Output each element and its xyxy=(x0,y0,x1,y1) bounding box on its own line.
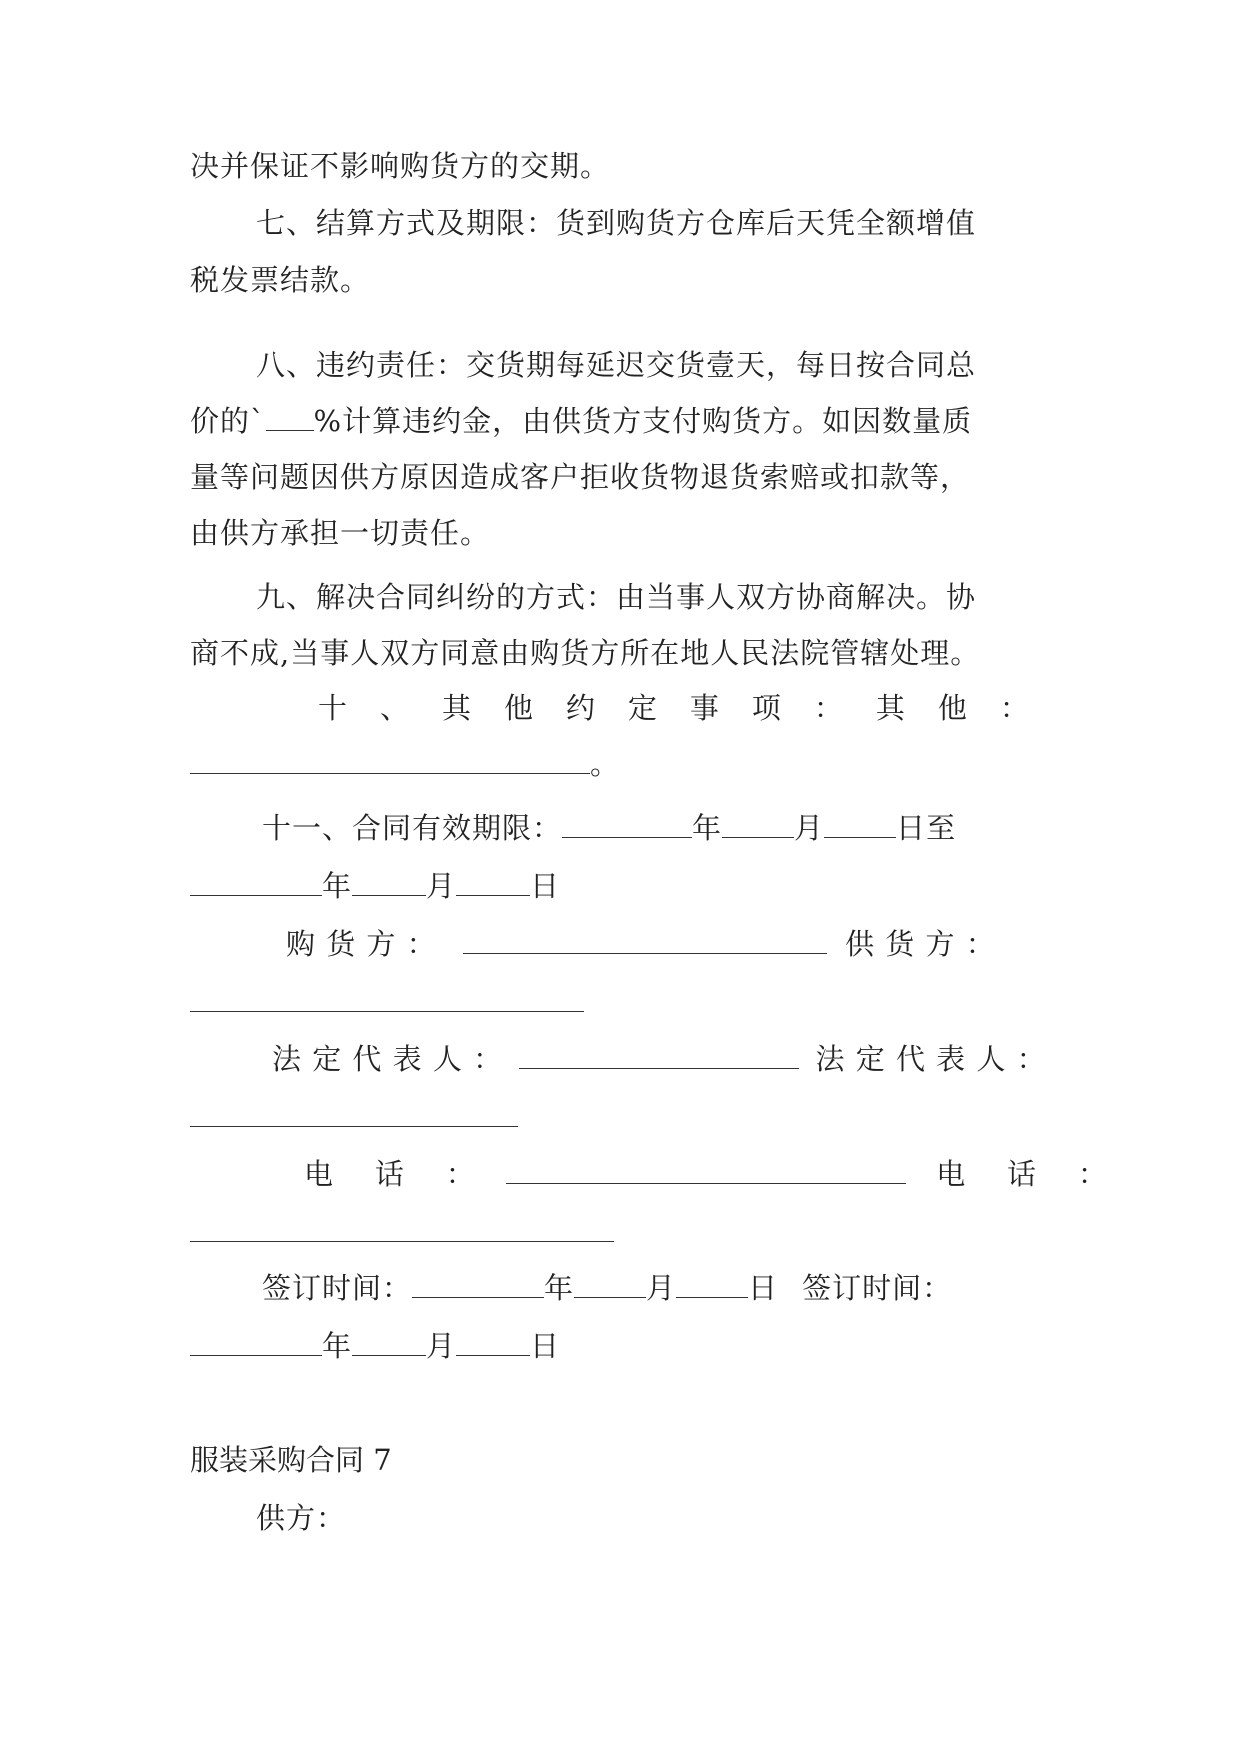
char: 定 xyxy=(627,691,658,725)
text-fragment: 年 xyxy=(322,869,353,903)
start-year-blank xyxy=(562,813,692,838)
sign-month-blank-2 xyxy=(352,1331,426,1356)
sign-line xyxy=(262,1268,952,1308)
percent-blank xyxy=(266,406,314,431)
sign-year-blank-2 xyxy=(190,1331,322,1356)
rep-blank-2 xyxy=(190,1102,518,1127)
text-fragment: 月 xyxy=(794,811,825,845)
end-day-blank xyxy=(456,871,530,896)
rep-label: 法 定 代 表 人 ： xyxy=(272,1042,504,1076)
section-10-line-2 xyxy=(190,744,620,784)
char: 他 xyxy=(503,691,534,725)
supplier-line: 供方： xyxy=(256,1501,347,1535)
sign-month-blank xyxy=(574,1273,646,1298)
seller-line xyxy=(190,982,584,1022)
char: 、 xyxy=(379,691,410,725)
contract-heading: 服装采购合同 7 xyxy=(190,1443,392,1477)
text-fragment: 月 xyxy=(426,869,457,903)
buyer-blank xyxy=(463,929,827,954)
rep-label-2: 法 定 代 表 人 ： xyxy=(815,1042,1047,1076)
phone-line-2 xyxy=(190,1212,614,1252)
char: ： xyxy=(999,691,1030,725)
rep-blank xyxy=(519,1044,799,1069)
text-fragment: 日 xyxy=(530,1329,561,1363)
paragraph-line: 决并保证不影响购货方的交期。 xyxy=(190,149,611,183)
text-fragment: 十一、合同有效期限： xyxy=(262,811,563,845)
char: 事 xyxy=(689,691,720,725)
char: 十 xyxy=(318,691,349,725)
seller-label: 供 货 方 ： xyxy=(845,927,996,961)
text-fragment: 日 xyxy=(896,811,927,845)
text-fragment: 年 xyxy=(544,1271,575,1305)
char: 其 xyxy=(441,691,472,725)
other-terms-blank xyxy=(190,749,590,774)
text-fragment: 年 xyxy=(692,811,723,845)
buyer-line xyxy=(286,924,996,964)
section-11-line-1 xyxy=(262,808,956,848)
section-9-line-1: 九、解决合同纠纷的方式：由当事人双方协商解决。协 xyxy=(256,580,977,614)
start-day-blank xyxy=(824,813,896,838)
seller-blank xyxy=(190,987,584,1012)
section-7-line-2: 税发票结款。 xyxy=(190,263,371,297)
text-fragment: %计算违约金，由供货方支付购货方。如因数量质 xyxy=(313,404,973,438)
end-year-blank xyxy=(190,871,322,896)
end-month-blank xyxy=(352,871,426,896)
sign-year-blank xyxy=(412,1273,544,1298)
char: 他 xyxy=(937,691,968,725)
phone-label-2: 电 话 ： xyxy=(936,1157,1108,1191)
section-9-line-2: 商不成,当事人双方同意由购货方所在地人民法院管辖处理。 xyxy=(190,636,981,670)
rep-line xyxy=(272,1039,1047,1079)
phone-blank xyxy=(506,1159,906,1184)
phone-label: 电 话 ： xyxy=(304,1157,476,1191)
text-fragment: 至 xyxy=(926,811,957,845)
text-fragment: 月 xyxy=(646,1271,677,1305)
section-10-line-1 xyxy=(318,688,1030,728)
sign-label-2: 签订时间： xyxy=(802,1271,953,1305)
text-fragment: 日 xyxy=(748,1271,779,1305)
section-8-line-2 xyxy=(190,401,972,441)
buyer-label: 购 货 方 ： xyxy=(286,927,437,961)
rep-line-2 xyxy=(190,1097,518,1137)
section-7-line-1: 七、结算方式及期限：货到购货方仓库后天凭全额增值 xyxy=(256,206,977,240)
text-fragment: 月 xyxy=(426,1329,457,1363)
sign-label: 签订时间： xyxy=(262,1271,413,1305)
text-fragment: 。 xyxy=(590,747,621,781)
start-month-blank xyxy=(722,813,794,838)
phone-blank-2 xyxy=(190,1217,614,1242)
section-8-line-3: 量等问题因供方原因造成客户拒收货物退货索赔或扣款等， xyxy=(190,460,971,494)
section-8-line-4: 由供方承担一切责任。 xyxy=(190,516,491,550)
sign-day-blank xyxy=(676,1273,748,1298)
char: 项 xyxy=(751,691,782,725)
section-8-line-1: 八、违约责任：交货期每延迟交货壹天，每日按合同总 xyxy=(256,348,977,382)
char: 其 xyxy=(875,691,906,725)
text-fragment: 日 xyxy=(530,869,561,903)
phone-line xyxy=(304,1154,1108,1194)
sign-day-blank-2 xyxy=(456,1331,530,1356)
text-fragment: 价的` xyxy=(190,404,266,438)
char: 约 xyxy=(565,691,596,725)
text-fragment: 年 xyxy=(322,1329,353,1363)
char: ： xyxy=(813,691,844,725)
sign-line-2 xyxy=(190,1326,560,1366)
section-11-line-2 xyxy=(190,866,560,906)
